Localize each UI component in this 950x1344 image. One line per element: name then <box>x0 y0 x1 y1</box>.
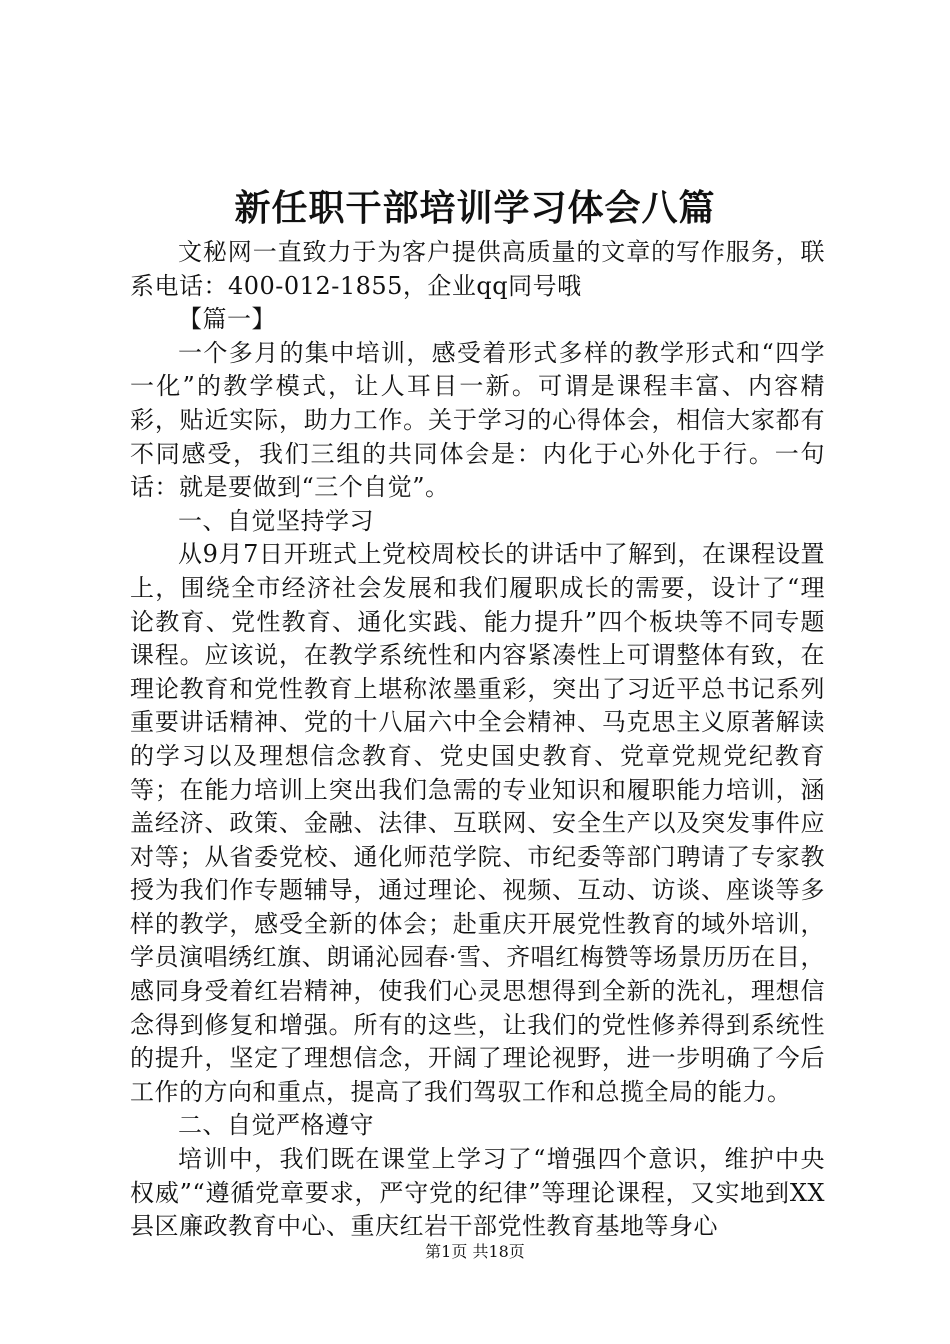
subheading-two: 二、自觉严格遵守 <box>178 1111 374 1140</box>
body-paragraph: 从9月7日开班式上党校周校长的讲话中了解到，在课程设置上，围绕全市经济社会发展和我们履职成长的需要，设计了“理论教育、党性教育、通化实践、能力提升”四个板块等不同专题课程。应该说，在教学系统性和内容紧凑性上可谓整体有致，在理论教育和党性教育上堪称浓墨重彩，突出了习近平总书记系列重要讲话精神、党的十八届六中全会精神、马克思主义原著解读的学习以及理想信念教育、党史国史教育、党章党规党纪教育等；在能力培训上突出我们急需的专业知识和履职能力培训，涵盖经济、政策、金融、法律、互联网、安全生产以及突发事件应对等；从省委党校、通化师范学院、市纪委等部门聘请了专家教授为我们作专题辅导，通过理论、视频、互动、访谈、座谈等多样的教学，感受全新的体会；赴重庆开展党性教育的域外培训，学员演唱绣红旗、朗诵沁园春·雪、齐唱红梅赞等场景历历在目，感同身受着红岩精神，使我们心灵思想得到全新的洗礼，理想信念得到修复和增强。所有的这些，让我们的党性修养得到系统性的提升，坚定了理想信念，开阔了理论视野，进一步明确了今后工作的方向和重点，提高了我们驾驭工作和总揽全局的能力。 <box>130 540 825 1106</box>
section-heading-part-one: 【篇一】 <box>178 305 276 334</box>
document-title: 新任职干部培训学习体会八篇 <box>234 187 716 229</box>
page-footer: 第1页 共18页 <box>425 1242 525 1261</box>
body-paragraph: 培训中，我们既在课堂上学习了“增强四个意识，维护中央权威”“遵循党章要求，严守党的纪律”等理论课程，又实地到XX县区廉政教育中心、重庆红岩干部党性教育基地等身心 <box>130 1145 825 1241</box>
body-paragraph: 一个多月的集中培训，感受着形式多样的教学形式和“四学一化”的教学模式，让人耳目一新。可谓是课程丰富、内容精彩，贴近实际，助力工作。关于学习的心得体会，相信大家都有不同感受，我们三组的共同体会是：内化于心外化于行。一句话：就是要做到“三个自觉”。 <box>130 338 825 502</box>
document-body <box>130 236 825 1244</box>
intro-paragraph: 文秘网一直致力于为客户提供高质量的文章的写作服务，联系电话：400-012-1855，企业qq同号哦 <box>130 238 825 300</box>
subheading-one: 一、自觉坚持学习 <box>178 506 374 535</box>
